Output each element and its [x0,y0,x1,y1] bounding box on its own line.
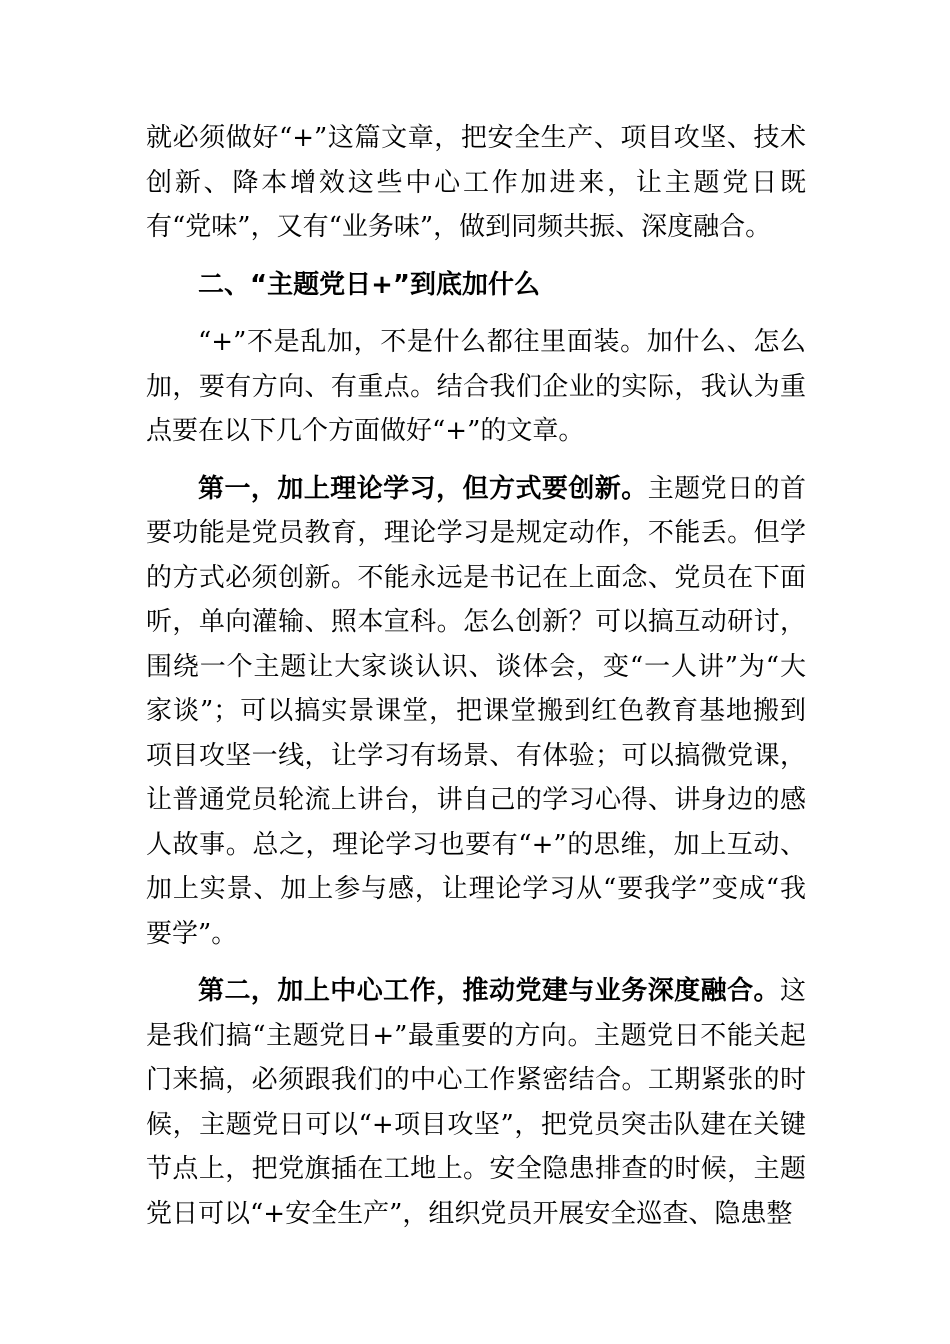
document-body [146,116,806,1249]
heading-text: 二、“主题党日+”到底加什么 [198,269,540,300]
paragraph-continuation [146,116,806,250]
paragraph-text: “+”不是乱加，不是什么都往里面装。加什么、怎么加，要有方向、有重点。结合我们企业的实际，我认为重点要在以下几个方面做好“+”的文章。 [146,327,806,446]
paragraph-text: 主题党日的首要功能是党员教育，理论学习是规定动作，不能丢。但学的方式必须创新。不能永远是书记在上面念、党员在下面听，单向灌输、照本宣科。怎么创新？可以搞互动研讨，围绕一个主题让大家谈认识、谈体会，变“一人讲”为“大家谈”；可以搞实景课堂，把课堂搬到红色教育基地搬到项目攻坚一线，让学习有场景、有体验；可以搞微党课，让普通党员轮流上讲台，讲自己的学习心得、讲身边的感人故事。总之，理论学习也要有“+”的思维，加上互动、加上实景、加上参与感，让理论学习从“要我学”变成“我要学”。 [146,473,806,949]
paragraph-lead: 第一，加上理论学习，但方式要创新。 [198,473,648,504]
paragraph-point-one [146,467,806,957]
paragraph-point-two [146,969,806,1236]
section-heading [146,263,806,308]
paragraph-intro [146,320,806,454]
paragraph-text: 这是我们搞“主题党日+”最重要的方向。主题党日不能关起门来搞，必须跟我们的中心工作紧密结合。工期紧张的时候，主题党日可以“+项目攻坚”，把党员突击队建在关键节点上，把党旗插在工地上。安全隐患排查的时候，主题党日可以“+安全生产”，组织党员开展安全巡查、隐患整 [146,976,806,1229]
paragraph-lead: 第二，加上中心工作，推动党建与业务深度融合。 [198,976,780,1006]
paragraph-text: 就必须做好“+”这篇文章，把安全生产、项目攻坚、技术创新、降本增效这些中心工作加进来，让主题党日既有“党味”，又有“业务味”，做到同频共振、深度融合。 [146,123,806,242]
